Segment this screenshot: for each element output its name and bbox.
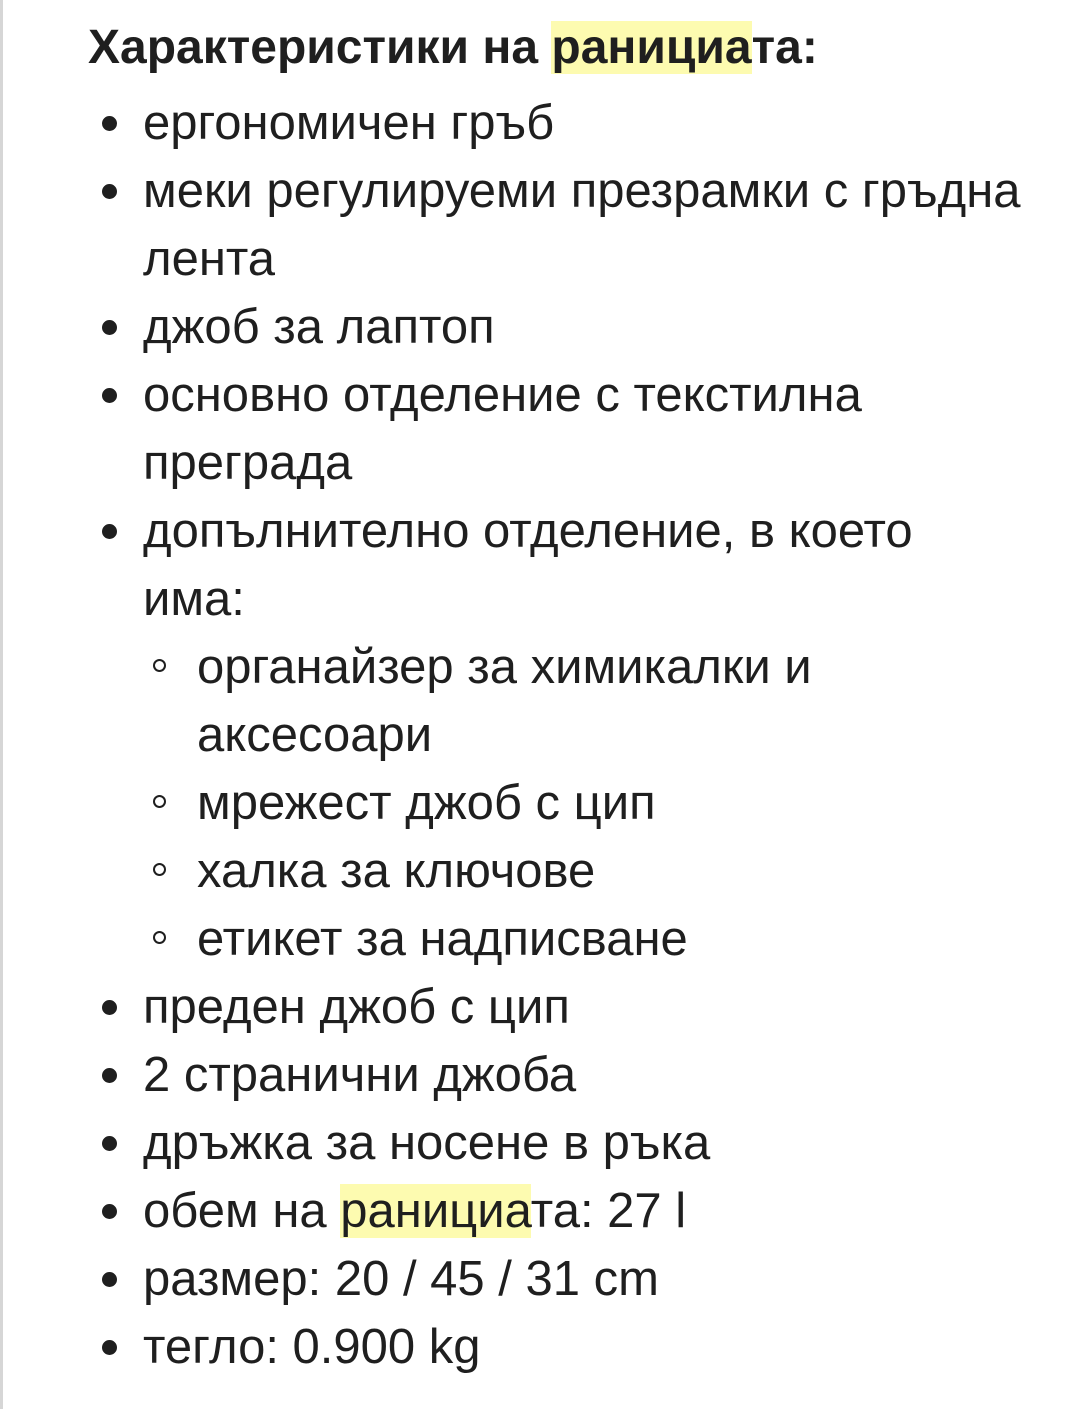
heading-prefix: Характеристики на xyxy=(88,21,552,74)
list-item-text: размер: 20 / 45 / 31 cm xyxy=(143,1252,659,1306)
bullet-dot-icon xyxy=(102,116,117,131)
features-list xyxy=(0,89,1065,1381)
list-item-text: меки регулируеми презрамки с гръдна лента xyxy=(143,164,1021,286)
heading-suffix: та: xyxy=(751,21,818,74)
bullet-circle-icon xyxy=(153,931,166,944)
bullet-dot-icon xyxy=(102,1136,117,1151)
bullet-dot-icon xyxy=(102,388,117,403)
list-item xyxy=(0,973,1065,1041)
section-heading xyxy=(88,14,818,82)
list-item-text: ергономичен гръб xyxy=(143,96,555,150)
list-item xyxy=(0,89,1065,157)
heading-search-highlight: ранициа xyxy=(551,21,752,74)
sub-list-item-text: мрежест джоб с цип xyxy=(197,776,656,830)
sub-list-item xyxy=(143,837,1025,905)
bullet-circle-icon xyxy=(153,659,166,672)
list-item xyxy=(0,497,1065,973)
compartment-sublist xyxy=(143,633,1025,973)
bullet-dot-icon xyxy=(102,1204,117,1219)
bullet-dot-icon xyxy=(102,320,117,335)
bullet-dot-icon xyxy=(102,524,117,539)
volume-prefix: обем на xyxy=(143,1184,341,1238)
volume-suffix: та: 27 l xyxy=(530,1184,687,1238)
list-item-text: 2 странични джоба xyxy=(143,1048,577,1102)
sub-list-item xyxy=(143,633,1025,769)
list-item xyxy=(0,293,1065,361)
list-item xyxy=(0,1041,1065,1109)
list-item xyxy=(0,157,1065,293)
list-item-text xyxy=(143,1184,686,1238)
sub-list-item-text: етикет за надписване xyxy=(197,912,688,966)
sub-list-item xyxy=(143,769,1025,837)
list-item xyxy=(0,1245,1065,1313)
bullet-dot-icon xyxy=(102,1272,117,1287)
list-item-text: дръжка за носене в ръка xyxy=(143,1116,711,1170)
sub-list-item xyxy=(143,905,1025,973)
list-item-text: преден джоб с цип xyxy=(143,980,570,1034)
list-item-text: джоб за лаптоп xyxy=(143,300,495,354)
bullet-dot-icon xyxy=(102,1000,117,1015)
bullet-dot-icon xyxy=(102,184,117,199)
bullet-dot-icon xyxy=(102,1068,117,1083)
list-item xyxy=(0,1313,1065,1381)
bullet-circle-icon xyxy=(153,795,166,808)
volume-search-highlight: ранициа xyxy=(340,1184,531,1238)
list-item-text: основно отделение с текстилна преграда xyxy=(143,368,862,490)
list-item xyxy=(0,1177,1065,1245)
list-item-text: допълнително отделение, в което има: xyxy=(143,504,913,626)
sub-list-item-text: халка за ключове xyxy=(197,844,596,898)
list-item-text: тегло: 0.900 kg xyxy=(143,1320,481,1374)
sub-list-item-text: органайзер за химикалки и аксесоари xyxy=(197,640,812,762)
bullet-circle-icon xyxy=(153,863,166,876)
bullet-dot-icon xyxy=(102,1340,117,1355)
list-item xyxy=(0,1109,1065,1177)
list-item xyxy=(0,361,1065,497)
